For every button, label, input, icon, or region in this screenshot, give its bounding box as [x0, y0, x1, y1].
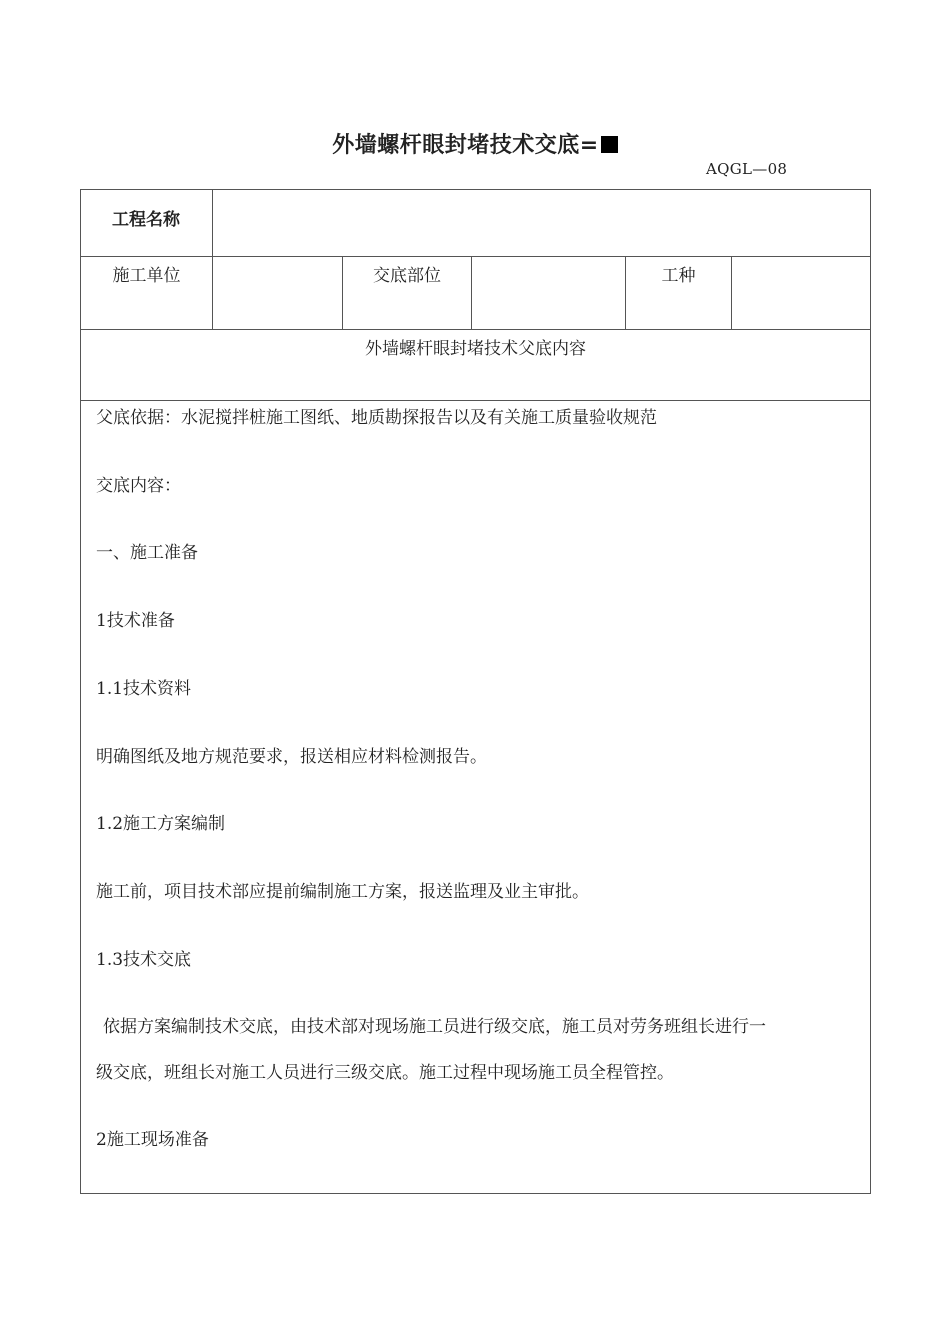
content-body — [81, 401, 871, 1194]
section-1-1-1-text: 明确图纸及地方规范要求，报送相应材料检测报告。 — [96, 747, 487, 767]
content-heading: 外墙螺杆眼封堵技术父底内容 — [81, 330, 871, 401]
section-1-heading: 一、施工准备 — [96, 543, 198, 563]
section-2-heading: 2施工现场准备 — [96, 1130, 209, 1150]
section-1-1-2-text: 施工前，项目技术部应提前编制施工方案，报送监理及业主审批。 — [96, 882, 589, 902]
row-content-heading — [81, 330, 871, 401]
document-title — [0, 128, 950, 159]
construction-unit-label: 施工单位 — [81, 257, 213, 330]
section-1-1-2-heading: 1.2施工方案编制 — [96, 814, 226, 834]
document-code: AQGL—08 — [706, 160, 788, 178]
basis-text: 父底依据：水泥搅拌桩施工图纸、地质勘探报告以及有关施工质量验收规范 — [96, 408, 657, 428]
disclosure-form-table — [80, 189, 871, 1194]
section-1-1-3-text-line-1: 依据方案编制技术交底，由技术部对现场施工员进行级交底，施工员对劳务班组长进行一 — [103, 1017, 766, 1037]
construction-unit-field[interactable] — [213, 257, 343, 330]
row-content-body — [81, 401, 871, 1194]
black-square-glyph — [601, 136, 618, 153]
row-unit-part-trade — [81, 257, 871, 330]
section-1-1-1-heading: 1.1技术资料 — [96, 679, 192, 699]
project-name-label: 工程名称 — [81, 190, 213, 257]
trade-label: 工种 — [626, 257, 732, 330]
row-project-name — [81, 190, 871, 257]
content-label: 交底内容： — [96, 476, 181, 496]
trade-field[interactable] — [732, 257, 871, 330]
section-1-1-heading: 1技术准备 — [96, 611, 175, 631]
disclosure-part-field[interactable] — [472, 257, 626, 330]
disclosure-part-label: 交底部位 — [343, 257, 472, 330]
section-1-1-3-heading: 1.3技术交底 — [96, 950, 192, 970]
section-1-1-3-text-line-2: 级交底，班组长对施工人员进行三级交底。施工过程中现场施工员全程管控。 — [96, 1063, 674, 1083]
project-name-field[interactable] — [213, 190, 871, 257]
title-text: 外墙螺杆眼封堵技术交底= — [332, 133, 599, 158]
